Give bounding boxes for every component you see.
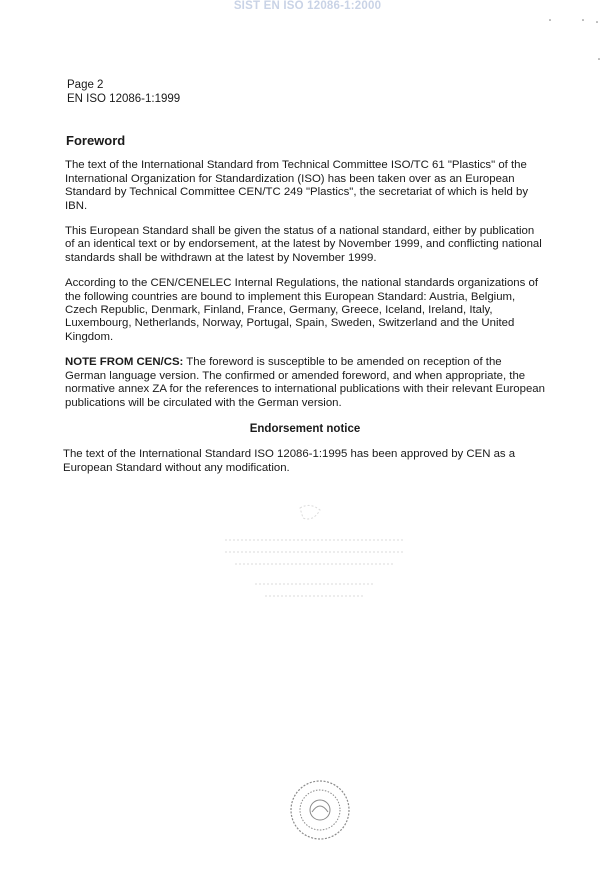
note-text: The foreword is susceptible to be amended on reception of the German language version. The confirmed or amended foreword, and when appropriate, the normative annex ZA for the references to international publications with their relevant European publications will be circulated with the German version. — [65, 356, 545, 409]
endorsement-heading: Endorsement notice — [249, 422, 361, 435]
foreword-paragraph-2: This European Standard shall be given the status of a national standard, either by publication of an identical text or by endorsement, at the latest by November 1999, and conflicting national standards shall be withdrawn at the latest by November 1999. — [65, 225, 542, 264]
faded-stamp-icon — [215, 500, 415, 610]
standard-number: EN ISO 12086-1:1999 — [67, 93, 181, 105]
foreword-heading: Foreword — [66, 133, 126, 148]
page-number: Page 2 — [67, 79, 104, 91]
note-label: NOTE FROM CEN/CS: — [65, 356, 184, 369]
foreword-paragraph-1: The text of the International Standard from Technical Committee ISO/TC 61 "Plastics" of the International Organization for Standardization (ISO) has been taken over as an European Standard by Technical Committee CEN/TC 249 "Plastics", the secretariat of which is held by IBN. — [65, 159, 529, 212]
document-body — [65, 134, 545, 487]
foreword-paragraph-3: According to the CEN/CENELEC Internal Regulations, the national standards organizations of the following countries are bound to implement this European Standard: Austria, Belgium, Czech Republic, Denmark, Finland, France, Germany, Greece, Iceland, Ireland, Italy, Luxembourg, Netherlands, Norway, Portugal, Spain, Sweden, Switzerland and the United Kingdom. — [65, 277, 538, 343]
scan-marks — [545, 12, 605, 74]
page-header — [67, 78, 180, 106]
scan-marks-icon — [545, 12, 605, 72]
seal-stamp-icon — [288, 778, 352, 842]
endorsement-paragraph: The text of the International Standard ISO 12086-1:1995 has been approved by CEN as a European Standard without any modification. — [63, 448, 516, 474]
note-paragraph — [65, 356, 545, 410]
watermark-title: SIST EN ISO 12086-1:2000 — [233, 0, 382, 12]
